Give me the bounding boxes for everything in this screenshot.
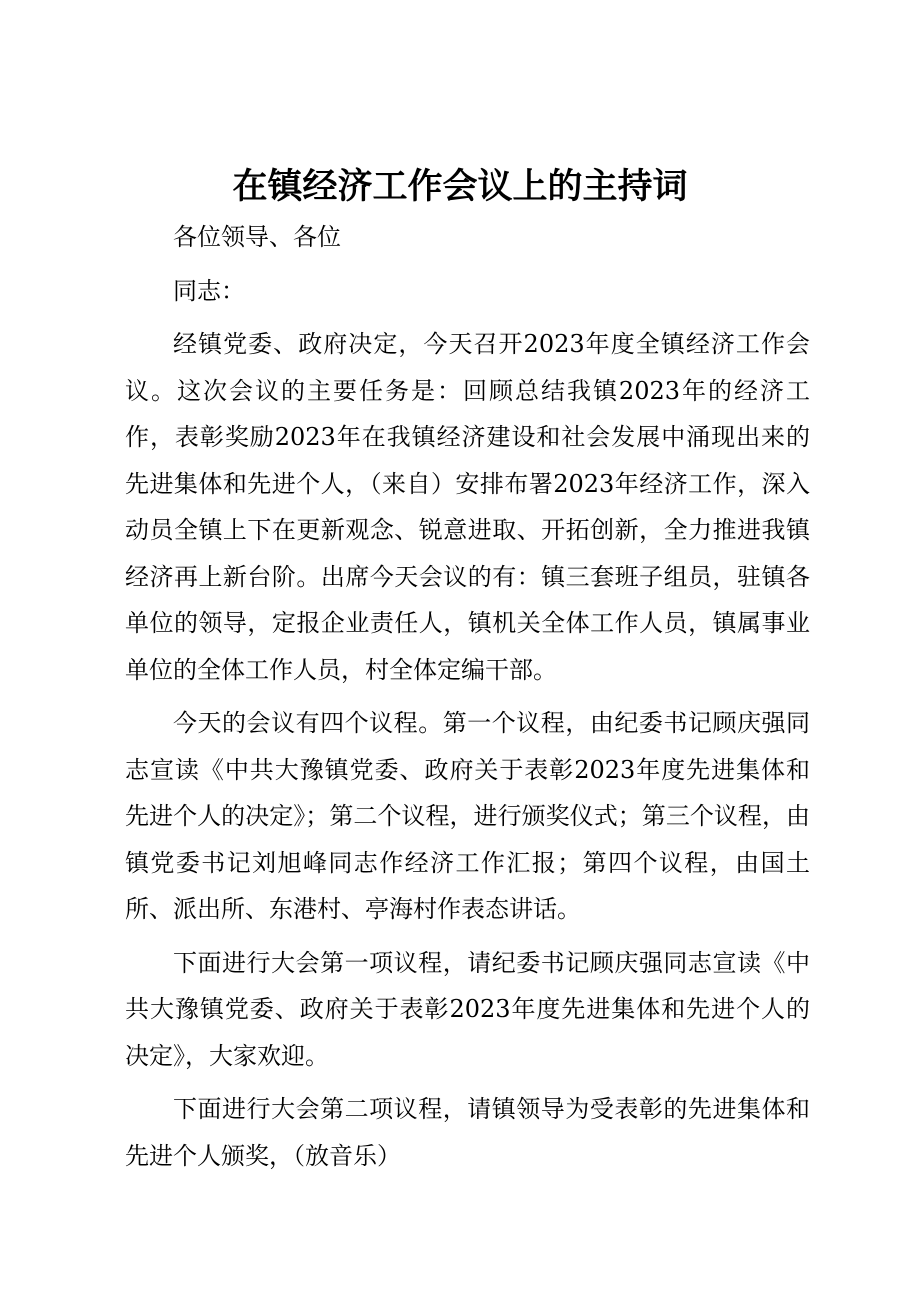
paragraph-second-item: 下面进行大会第二项议程，请镇领导为受表彰的先进集体和先进个人颁奖，（放音乐） — [125, 1095, 810, 1170]
greeting-line-2: 同志： — [173, 276, 245, 305]
paragraph-meeting-intro: 经镇党委、政府决定，今天召开2023年度全镇经济工作会议。这次会议的主要任务是：回顾总结我镇2023年的经济工作，表彰奖励2023年在我镇经济建设和社会发展中涌现出来的先进集体和先进个人，（来自）安排布署2023年经济工作，深入动员全镇上下在更新观念、锐意进取、开拓创新，全力推进我镇经济再上新台阶。出席今天会议的有：镇三套班子组员，驻镇各单位的领导，定报企业责任人，镇机关全体工作人员，镇属事业单位的全体工作人员，村全体定编干部。 — [125, 330, 810, 684]
paragraph-agenda: 今天的会议有四个议程。第一个议程，由纪委书记顾庆强同志宣读《中共大豫镇党委、政府关于表彰2023年度先进集体和先进个人的决定》；第二个议程，进行颁奖仪式；第三个议程，由镇党委书记刘旭峰同志作经济工作汇报；第四个议程，由国土所、派出所、东港村、亭海村作表态讲话。 — [125, 709, 810, 923]
greeting-line-1: 各位领导、各位 — [173, 223, 341, 251]
paragraph-first-item: 下面进行大会第一项议程，请纪委书记顾庆强同志宣读《中共大豫镇党委、政府关于表彰2023年度先进集体和先进个人的决定》，大家欢迎。 — [125, 948, 810, 1070]
document-title: 在镇经济工作会议上的主持词 — [232, 166, 688, 207]
document-body — [125, 214, 810, 1179]
